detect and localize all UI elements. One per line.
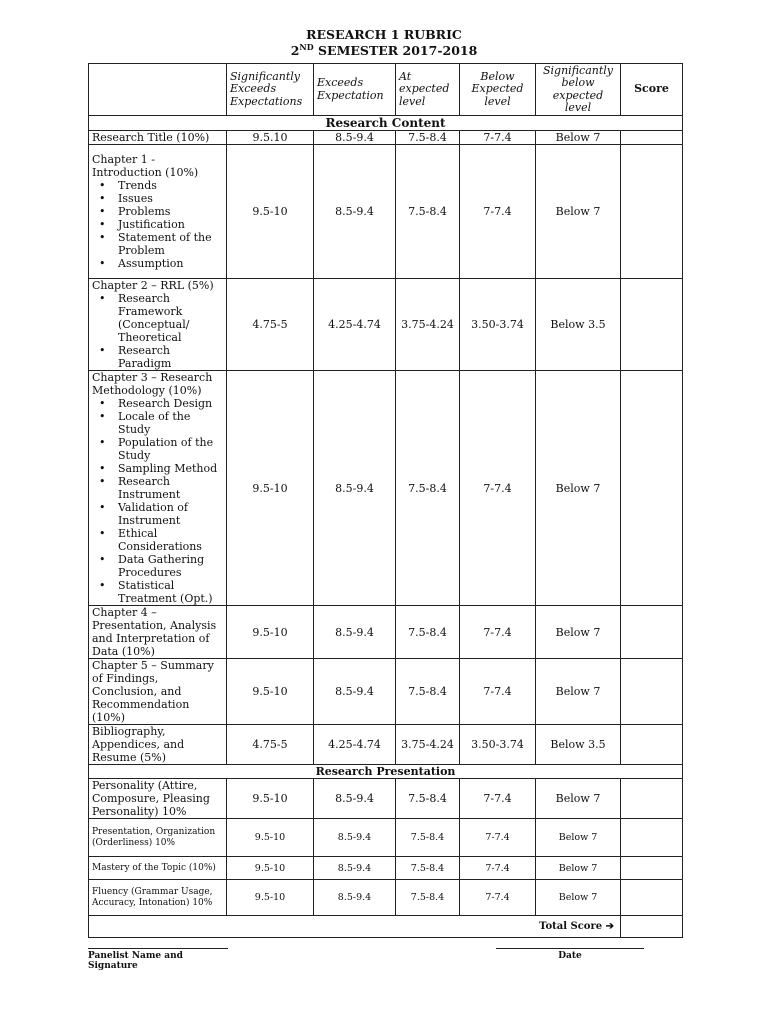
section-row-research-presentation (89, 765, 683, 779)
criterion-cell (89, 779, 227, 819)
score-range-cell: 3.50-3.74 (460, 725, 536, 765)
score-range-cell: 7-7.4 (460, 145, 536, 279)
criterion-label: Mastery of the Topic (10%) (92, 862, 216, 873)
rubric-row (89, 779, 683, 819)
score-range-cell: 9.5-10 (227, 880, 314, 916)
arrow-right-icon: ➔ (605, 921, 614, 932)
score-range-cell: 7.5-8.4 (396, 606, 460, 659)
score-range-cell: 9.5.10 (227, 131, 314, 145)
score-range-cell: 3.75-4.24 (396, 279, 460, 371)
score-range-cell: 7.5-8.4 (396, 857, 460, 880)
score-range-cell: 8.5-9.4 (314, 857, 396, 880)
score-cell[interactable] (621, 145, 683, 279)
score-cell[interactable] (621, 880, 683, 916)
score-cell[interactable] (621, 659, 683, 725)
score-range-cell: 7.5-8.4 (396, 145, 460, 279)
header-at-expected: At expected level (396, 64, 460, 116)
score-cell[interactable] (621, 279, 683, 371)
score-range-cell: 9.5-10 (227, 659, 314, 725)
criterion-subitem: • Population of the Study (118, 436, 223, 462)
panelist-signature-block (88, 948, 228, 971)
score-cell[interactable] (621, 606, 683, 659)
score-range-cell: 7-7.4 (460, 880, 536, 916)
score-range-cell: 9.5-10 (227, 606, 314, 659)
date-label: Date (558, 951, 582, 961)
rubric-row (89, 131, 683, 145)
date-line (496, 948, 644, 949)
criterion-subitem: • Research Paradigm (118, 344, 223, 370)
score-cell[interactable] (621, 819, 683, 857)
score-range-cell: 9.5-10 (227, 779, 314, 819)
score-cell[interactable] (621, 131, 683, 145)
criterion-subitem: • Statistical Treatment (Opt.) (118, 579, 223, 605)
score-range-cell: Below 7 (536, 371, 621, 606)
header-significantly-below: Significantly below expected level (536, 64, 621, 116)
criterion-label: Research Title (10%) (92, 131, 210, 144)
criterion-subitem: • Assumption (118, 257, 223, 270)
date-block (496, 948, 644, 961)
score-range-cell: Below 7 (536, 659, 621, 725)
criterion-cell (89, 279, 227, 371)
total-score-text: Total Score (539, 921, 603, 932)
score-range-cell: 7.5-8.4 (396, 371, 460, 606)
score-cell[interactable] (621, 857, 683, 880)
section-row-research-content (89, 116, 683, 131)
criterion-subitem: • Justification (118, 218, 223, 231)
criterion-subitem: • Ethical Considerations (118, 527, 223, 553)
criterion-subitems (92, 179, 223, 270)
score-range-cell: 8.5-9.4 (314, 145, 396, 279)
criterion-label: Fluency (Grammar Usage, Accuracy, Intonation) 10% (92, 886, 213, 908)
criterion-subitem: • Research Instrument (118, 475, 223, 501)
score-range-cell: 8.5-9.4 (314, 819, 396, 857)
criterion-cell (89, 880, 227, 916)
criterion-subitem: • Sampling Method (118, 462, 223, 475)
header-significantly-exceeds: Significantly Exceeds Expectations (227, 64, 314, 116)
criterion-cell (89, 145, 227, 279)
header-score: Score (621, 64, 683, 116)
header-row (89, 64, 683, 116)
criterion-cell (89, 606, 227, 659)
criterion-subitem: • Trends (118, 179, 223, 192)
score-range-cell: 7.5-8.4 (396, 819, 460, 857)
score-range-cell: 4.25-4.74 (314, 725, 396, 765)
semester-prefix: 2 (290, 43, 300, 59)
score-range-cell: 8.5-9.4 (314, 371, 396, 606)
score-range-cell: Below 7 (536, 779, 621, 819)
total-score-label (89, 916, 621, 938)
criterion-cell (89, 371, 227, 606)
criterion-label: Chapter 2 – RRL (5%) (92, 279, 214, 292)
score-range-cell: Below 3.5 (536, 725, 621, 765)
total-score-row (89, 916, 683, 938)
criterion-label: Chapter 4 – Presentation, Analysis and Interpretation of Data (10%) (92, 606, 217, 658)
score-range-cell: 8.5-9.4 (314, 659, 396, 725)
score-range-cell: Below 7 (536, 857, 621, 880)
rubric-row (89, 606, 683, 659)
score-cell[interactable] (621, 779, 683, 819)
header-exceeds: Exceeds Expectation (314, 64, 396, 116)
rubric-row (89, 857, 683, 880)
criterion-subitem: • Locale of the Study (118, 410, 223, 436)
criterion-subitem: • Data Gathering Procedures (118, 553, 223, 579)
semester-subtitle (0, 42, 768, 58)
rubric-row (89, 145, 683, 279)
score-range-cell: 7.5-8.4 (396, 131, 460, 145)
score-range-cell: 7-7.4 (460, 819, 536, 857)
score-range-cell: Below 7 (536, 880, 621, 916)
score-range-cell: 3.50-3.74 (460, 279, 536, 371)
signature-line (88, 948, 228, 949)
score-range-cell: Below 7 (536, 145, 621, 279)
criterion-label: Presentation, Organization (Orderliness) 10% (92, 826, 216, 848)
content-rows (89, 131, 683, 765)
score-range-cell: 7-7.4 (460, 659, 536, 725)
panelist-label: Panelist Name and Signature (88, 951, 183, 971)
rubric-row (89, 819, 683, 857)
score-range-cell: 8.5-9.4 (314, 131, 396, 145)
score-range-cell: 4.25-4.74 (314, 279, 396, 371)
criterion-subitem: • Problems (118, 205, 223, 218)
score-range-cell: 4.75-5 (227, 279, 314, 371)
page-title: RESEARCH 1 RUBRIC (306, 27, 462, 42)
rubric-table (88, 63, 683, 938)
criterion-label: Chapter 1 - Introduction (10%) (92, 153, 199, 179)
header-below-expected: Below Expected level (460, 64, 536, 116)
score-range-cell: 9.5-10 (227, 819, 314, 857)
criterion-label: Bibliography, Appendices, and Resume (5%) (92, 725, 185, 764)
rubric-row (89, 279, 683, 371)
score-cell[interactable] (621, 371, 683, 606)
criterion-cell (89, 659, 227, 725)
score-range-cell: 3.75-4.24 (396, 725, 460, 765)
semester-ordinal-suffix: ND (299, 42, 314, 52)
criterion-subitems (92, 397, 223, 605)
rubric-row (89, 725, 683, 765)
rubric-row (89, 659, 683, 725)
score-range-cell: 7-7.4 (460, 131, 536, 145)
score-range-cell: 7-7.4 (460, 857, 536, 880)
score-range-cell: 8.5-9.4 (314, 606, 396, 659)
criterion-subitem: • Research Design (118, 397, 223, 410)
criterion-subitems (92, 292, 223, 370)
criterion-subitem: • Statement of the Problem (118, 231, 223, 257)
rubric-row (89, 371, 683, 606)
score-range-cell: 7.5-8.4 (396, 659, 460, 725)
score-range-cell: Below 7 (536, 131, 621, 145)
score-range-cell: 9.5-10 (227, 857, 314, 880)
semester-text: SEMESTER 2017-2018 (313, 43, 478, 59)
score-range-cell: 8.5-9.4 (314, 880, 396, 916)
criterion-subitem: • Issues (118, 192, 223, 205)
criterion-cell (89, 725, 227, 765)
score-range-cell: 9.5-10 (227, 371, 314, 606)
score-range-cell: 4.75-5 (227, 725, 314, 765)
criterion-subitem: • Validation of Instrument (118, 501, 223, 527)
score-range-cell: 8.5-9.4 (314, 779, 396, 819)
criterion-label: Chapter 5 – Summary of Findings, Conclusion, and Recommendation (10%) (92, 659, 214, 724)
criterion-subitem: • Research Framework (Conceptual/ Theoretical (118, 292, 223, 344)
score-range-cell: Below 3.5 (536, 279, 621, 371)
criterion-label: Chapter 3 – Research Methodology (10%) (92, 371, 213, 397)
criterion-cell (89, 131, 227, 145)
criterion-cell (89, 857, 227, 880)
criterion-cell (89, 819, 227, 857)
score-range-cell: 7-7.4 (460, 779, 536, 819)
rubric-row (89, 880, 683, 916)
score-range-cell: 9.5-10 (227, 145, 314, 279)
score-range-cell: 7-7.4 (460, 606, 536, 659)
score-range-cell: 7.5-8.4 (396, 880, 460, 916)
score-range-cell: Below 7 (536, 819, 621, 857)
score-range-cell: 7-7.4 (460, 371, 536, 606)
score-cell[interactable] (621, 725, 683, 765)
presentation-rows (89, 779, 683, 916)
section-title: Research Presentation (89, 765, 683, 779)
criterion-label: Personality (Attire, Composure, Pleasing Personality) 10% (92, 779, 210, 818)
score-range-cell: Below 7 (536, 606, 621, 659)
score-range-cell: 7.5-8.4 (396, 779, 460, 819)
header-criteria-cell (89, 64, 227, 116)
total-score-cell[interactable] (621, 916, 683, 938)
section-title: Research Content (89, 116, 683, 131)
